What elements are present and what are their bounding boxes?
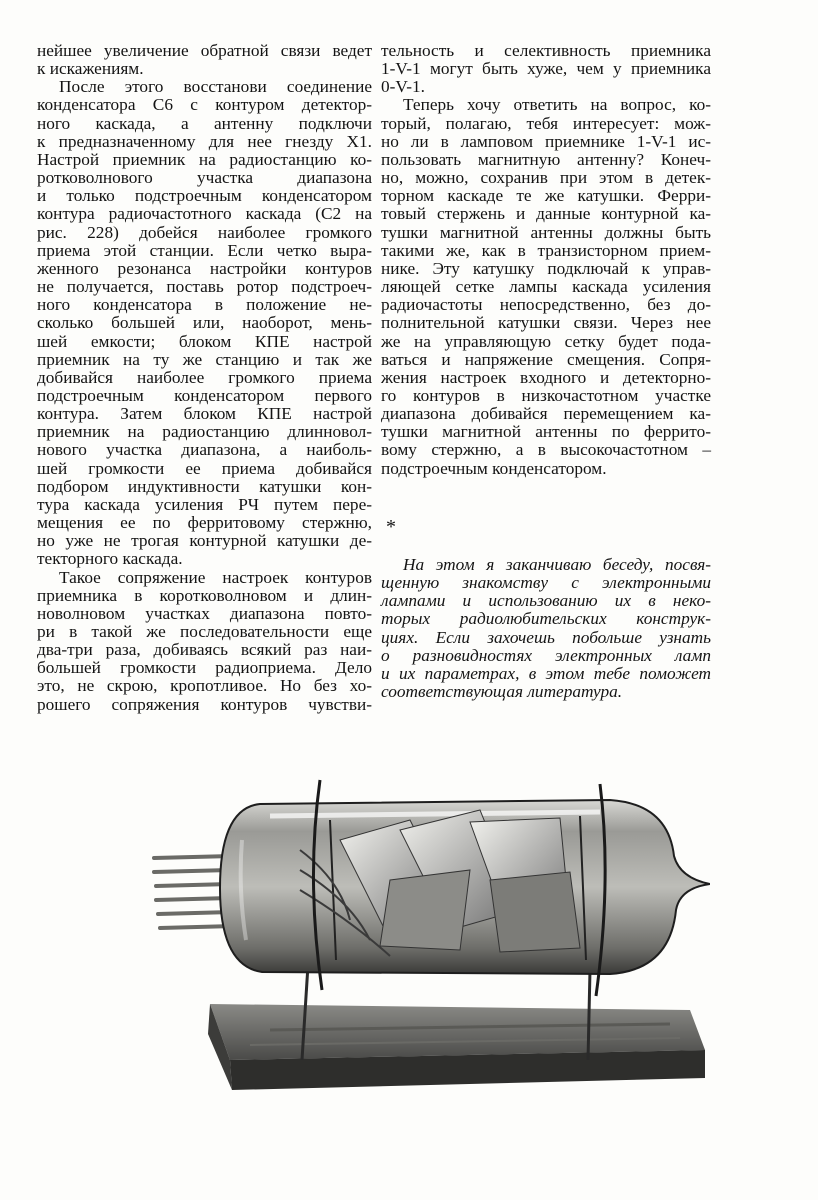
text-line: тушки магнитной антенны должны быть: [381, 222, 711, 242]
text-line: и только подстроечным конденсатором: [37, 186, 372, 206]
text-line: После этого восстанови соединение: [59, 77, 372, 97]
text-line: текторного каскада.: [37, 549, 183, 569]
text-line: нейшее увеличение обратной связи ведет: [37, 41, 372, 60]
text-line: Теперь хочу ответить на вопрос, ко-: [403, 95, 711, 115]
text-line: На этом я заканчиваю беседу, посвя-: [403, 555, 711, 574]
text-line: но уже не трогая контурной катушки де-: [37, 531, 372, 551]
text-line: лампами и использованию их в неко-: [381, 591, 711, 611]
text-line: жения настроек входного и детекторно-: [381, 367, 711, 387]
text-line: приемник на ту же станцию и так же: [37, 349, 372, 369]
text-line: ваться и напряжение смещения. Сопря-: [381, 349, 711, 369]
text-line: шей громкости ее приема добивайся: [37, 458, 372, 478]
text-line: большей громкости радиоприема. Дело: [37, 658, 372, 678]
text-line: и их параметрах, в этом тебе поможет: [381, 663, 711, 683]
text-line: добивайся наиболее громкого приема: [37, 367, 372, 387]
right-column: [381, 42, 711, 478]
text-line: ного конденсатора в положение не-: [37, 295, 372, 315]
text-line: к предназначенному для нее гнезду X1.: [37, 131, 372, 151]
text-line: не получается, поставь ротор подстроеч-: [37, 277, 372, 297]
text-line: шей емкости; блоком КПЕ настрой: [37, 331, 372, 351]
text-line: торном каскаде те же катушки. Ферри-: [381, 186, 711, 206]
text-line: это, не скрою, кропотливое. Но без хо-: [37, 676, 372, 696]
text-line: сколько большей или, наоборот, мень-: [37, 313, 372, 333]
text-line: щенную знакомству с электронными: [381, 573, 711, 593]
text-line: тельность и селективность приемника: [381, 41, 711, 60]
text-line: к искажениям.: [37, 59, 144, 79]
text-line: такими же, как в транзисторном прием-: [381, 240, 711, 260]
text-line: рошего сопряжения контуров чувстви-: [37, 694, 372, 714]
text-line: приемник на радиостанцию длинновол-: [37, 422, 372, 442]
text-line: контура радиочастотного каскада (С2 на: [37, 204, 372, 224]
text-line: подстроечным конденсатором первого: [37, 385, 372, 405]
text-line: нового участка диапазона, а наиболь-: [37, 440, 372, 460]
text-line: 1-V-1 могут быть хуже, чем у приемника: [381, 59, 711, 79]
text-line: но ли в ламповом приемнике 1-V-1 ис-: [381, 131, 711, 151]
text-line: подстроечным конденсатором.: [381, 458, 607, 478]
text-line: новолновом участках диапазона повто-: [37, 603, 372, 623]
text-line: ляющей сетке лампы каскада усиления: [381, 277, 711, 297]
text-line: нике. Эту катушку подключай к управ-: [381, 258, 711, 278]
text-line: вому стержню, а в высокочастотном –: [381, 440, 711, 460]
text-line: торых радиолюбительских конструк-: [381, 609, 711, 629]
text-line: торый, полагаю, тебя интересует: мож-: [381, 113, 711, 133]
text-line: 0-V-1.: [381, 77, 426, 97]
section-separator: *: [386, 516, 396, 538]
text-line: мещения ее по ферритовому стержню,: [37, 513, 372, 533]
text-line: тура каскада усиления РЧ путем пере-: [37, 494, 372, 514]
text-line: ного каскада, а антенну подключи: [37, 113, 372, 133]
text-line: но, можно, сохранив при этом в детек-: [381, 168, 711, 188]
text-line: циях. Если захочешь побольше узнать: [381, 627, 711, 647]
text-line: же на управляющую сетку будет пода-: [381, 331, 711, 351]
text-line: Настрой приемник на радиостанцию ко-: [37, 149, 372, 169]
text-line: товый стержень и данные контурной ка-: [381, 204, 711, 224]
text-line: Такое сопряжение настроек контуров: [59, 567, 372, 587]
left-column: [37, 42, 372, 714]
text-line: пользовать магнитную антенну? Конеч-: [381, 149, 711, 169]
text-line: о разновидностях электронных ламп: [381, 645, 711, 665]
text-line: радиочастоты непосредственно, без до-: [381, 295, 711, 315]
text-line: рис. 228) добейся наиболее громкого: [37, 222, 372, 242]
text-line: два-три раза, добиваясь всякий раз наи-: [37, 640, 372, 660]
text-line: подбором индуктивности катушки кон-: [37, 476, 372, 496]
electron-tube-photo: [150, 760, 710, 1090]
text-line: ротковолнового участка диапазона: [37, 168, 372, 188]
text-line: ри в такой же последовательности еще: [37, 622, 372, 641]
text-line: приема этой станции. Если четко выра-: [37, 240, 372, 260]
text-line: тушки магнитной антенны по феррито-: [381, 422, 711, 442]
closing-paragraph: [381, 556, 711, 701]
text-line: диапазона добивайся перемещением ка-: [381, 404, 711, 424]
wooden-base: [208, 1004, 705, 1090]
text-line: го контуров в низкочастотном участке: [381, 385, 711, 405]
text-line: полнительной катушки связи. Через нее: [381, 313, 711, 333]
text-line: приемника в коротковолновом и длин-: [37, 585, 372, 605]
text-line: контура. Затем блоком КПЕ настрой: [37, 404, 372, 424]
text-line: конденсатора С6 с контуром детектор-: [37, 95, 372, 115]
text-line: соответствующая литература.: [381, 682, 623, 702]
text-line: женного резонанса настройки контуров: [37, 258, 372, 278]
